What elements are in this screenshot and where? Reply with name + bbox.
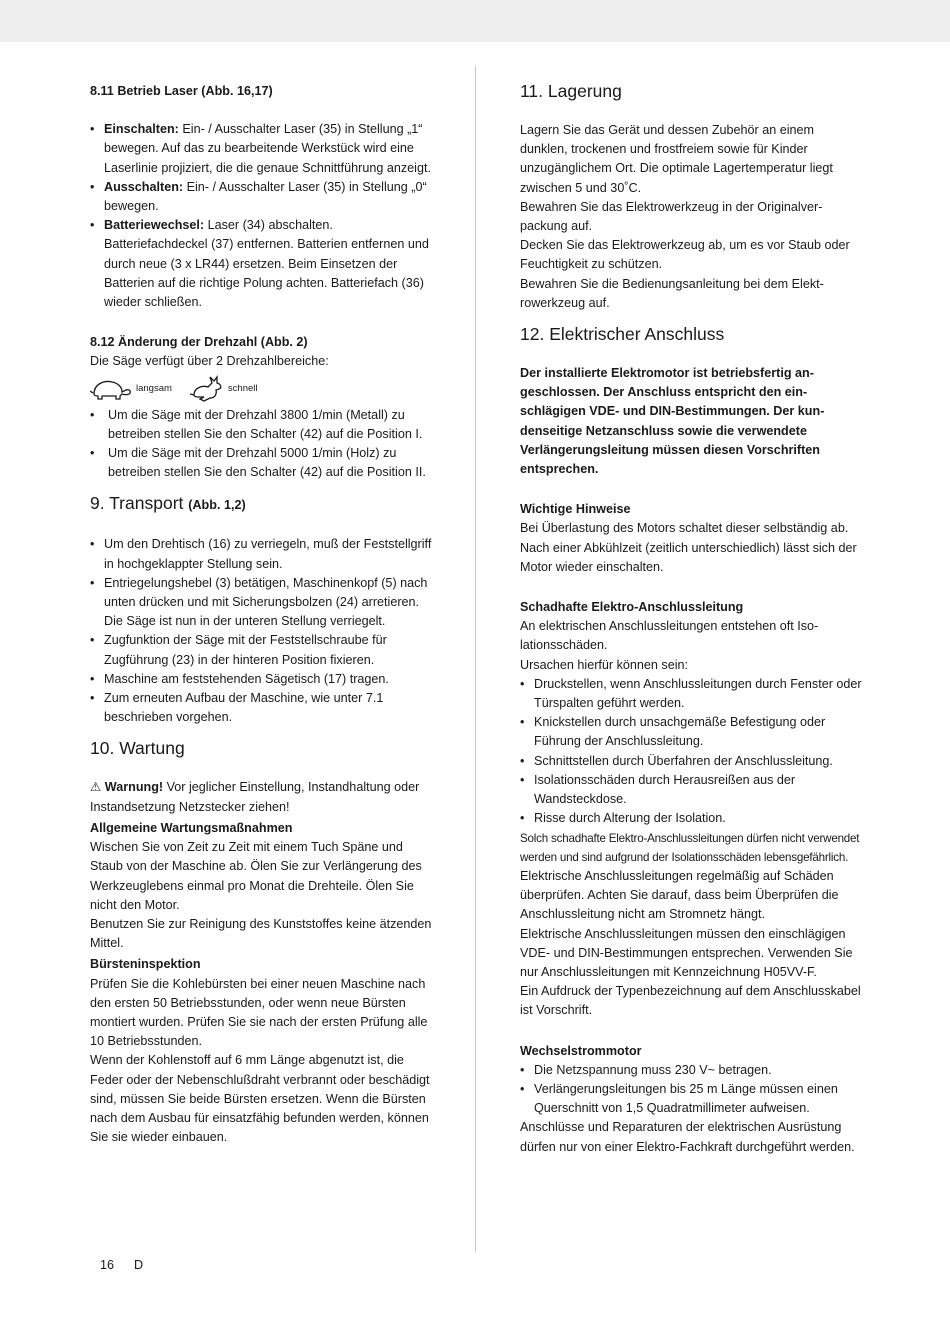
section-9-title: 9. Transport (Abb. 1,2): [90, 493, 246, 514]
column-divider: [475, 66, 476, 1252]
brush-inspection-text: Prüfen Sie die Kohlebürsten bei einer neuen Maschine nach den ersten 50 Betriebsstunden, oder wenn neue Bürsten montiert wurden. Prüfen Sie sie nach der ersten Prüfung alle 10 Betriebsstunden.: [90, 976, 428, 1049]
general-maintenance-text: Wischen Sie von Zeit zu Zeit mit einem Tuch Späne und Staub von der Maschine ab. Ölen Sie zur Verlängerung des Werkzeuglebens einmal pro Monat die Drehteile. Ölen Sie nicht den Motor.: [90, 840, 422, 912]
section-11-title: 11. Lagerung: [520, 81, 622, 101]
list-item: • Zum erneuten Aufbau der Maschine, wie unter 7.1 beschrieben vorgehen.: [90, 689, 432, 727]
ac-motor-text: Anschlüsse und Reparaturen der elektrischen Ausrüstung dürfen nur von einer Elektro-Fachkraft durchgeführt werden.: [520, 1120, 855, 1154]
storage-text-4: Bewahren Sie die Bedienungsanleitung bei dem Elektrowerkzeug auf.: [520, 276, 824, 310]
damaged-cable-text-4: Ein Aufdruck der Typenbezeichnung auf dem Anschlusskabel ist Vorschrift.: [520, 984, 861, 1018]
ac-motor-list: [520, 1061, 862, 1119]
list-item: • Verlängerungsleitungen bis 25 m Länge müssen einen Querschnitt von 1,5 Quadratmillimeter aufweisen.: [520, 1080, 862, 1118]
storage-text-1: Lagern Sie das Gerät und dessen Zubehör an einem dunklen, trockenen und frostfreiem sowie für Kinder unzugänglichem Ort. Die optimale Lagertemperatur liegt zwischen 5 und 30˚C.: [520, 123, 833, 195]
list-item: • Ausschalten: Ein- / Ausschalter Laser (35) in Stellung „0“ bewegen.: [90, 178, 432, 216]
list-item: • Entriegelungshebel (3) betätigen, Maschinenkopf (5) nach unten drücken und mit Sicherungsbolzen (24) arretieren. Die Säge ist nun in der unteren Stellung verriegelt.: [90, 574, 432, 632]
list-item: • Um die Säge mit der Drehzahl 3800 1/min (Metall) zu betreiben stellen Sie den Schalter (42) auf die Position I.: [90, 406, 432, 444]
turtle-icon: [90, 376, 132, 402]
cable-damage-list: [520, 675, 862, 829]
warning-note: ⚠ Warnung! Vor jeglicher Einstellung, Instandhaltung oder Instandsetzung Netzstecker ziehen!: [90, 780, 420, 814]
speed-slow-label: langsam: [136, 383, 172, 395]
list-item: • Schnittstellen durch Überfahren der Anschlussleitung.: [520, 752, 862, 771]
right-column: [520, 80, 862, 1157]
list-item: • Druckstellen, wenn Anschlussleitungen durch Fenster oder Türspalten geführt werden.: [520, 675, 862, 713]
speed-list: [90, 406, 432, 483]
page-footer: [100, 1256, 163, 1275]
damaged-cable-warning: Solch schadhafte Elektro-Anschlussleitungen dürfen nicht verwendet werden und sind aufgrund der Isolationsschäden lebensgefährlich.: [520, 831, 860, 864]
speed-intro: Die Säge verfügt über 2 Drehzahlbereiche:: [90, 354, 329, 369]
list-item: • Die Netzspannung muss 230 V~ betragen.: [520, 1061, 862, 1080]
warning-icon: ⚠: [90, 780, 102, 795]
storage-text-2: Bewahren Sie das Elektrowerkzeug in der Originalverpackung auf.: [520, 199, 823, 234]
damaged-cable-causes: Ursachen hierfür können sein:: [520, 657, 689, 672]
section-10-title: 10. Wartung: [90, 738, 185, 759]
section-8-11-title: 8.11 Betrieb Laser (Abb. 16,17): [90, 84, 273, 98]
important-hints-title: Wichtige Hinweise: [520, 502, 631, 517]
list-item: • Um den Drehtisch (16) zu verriegeln, muß der Feststellgriff in hochgeklappter Stellung sein.: [90, 535, 432, 573]
list-item: • Batteriewechsel: Laser (34) abschalten. Batteriefachdeckel (37) entfernen. Batterien entfernen und durch neue (3 x LR44) ersetzen. Beim Einsetzen der Batterien auf die richtige Polung achten. Batteriefach (36) wieder schließen.: [90, 216, 432, 312]
transport-list: [90, 535, 432, 727]
brush-inspection-text-2: Wenn der Kohlenstoff auf 6 mm Länge abgenutzt ist, die Feder oder der Nebenschlußdraht verbrannt oder beschädigt sind, müssen Sie beide Bürsten ersetzen. Wenn die Bürsten nach dem Ausbau für einsatzfähig befunden werden, können Sie sie wieder einbauen.: [90, 1053, 430, 1145]
speed-symbols: [90, 374, 432, 404]
general-maintenance-text-2: Benutzen Sie zur Reinigung des Kunststoffes keine ätzenden Mittel.: [90, 916, 432, 951]
electrical-intro-bold: Der installierte Elektromotor ist betriebsfertig angeschlossen. Der Anschluss entspricht den einschlägigen VDE- und DIN-Bestimmungen. Der kundenseitige Netzanschluss sowie die verwendete Verlängerungsleitung müssen diesen Vorschriften entsprechen.: [520, 366, 825, 477]
list-item: • Risse durch Alterung der Isolation.: [520, 809, 862, 828]
damaged-cable-text: An elektrischen Anschlussleitungen entstehen oft Isolationsschäden.: [520, 619, 819, 653]
damaged-cable-text-2: Elektrische Anschlussleitungen regelmäßig auf Schäden überprüfen. Achten Sie darauf, dass beim Überprüfen die Anschlussleitung nicht am Stromnetz hängt.: [520, 868, 839, 922]
section-8-12-title: 8.12 Änderung der Drehzahl (Abb. 2): [90, 335, 308, 350]
list-item: • Isolationsschäden durch Herausreißen aus der Wandsteckdose.: [520, 771, 862, 809]
list-item: • Knickstellen durch unsachgemäße Befestigung oder Führung der Anschlussleitung.: [520, 713, 862, 751]
important-hints-text: Bei Überlastung des Motors schaltet dieser selbständig ab. Nach einer Abkühlzeit (zeitlich unterschiedlich) lässt sich der Motor wieder einschalten.: [520, 521, 857, 574]
list-item: • Um die Säge mit der Drehzahl 5000 1/min (Holz) zu betreiben stellen Sie den Schalter (42) auf die Position II.: [90, 444, 432, 482]
rabbit-icon: [190, 375, 224, 403]
damaged-cable-text-3: Elektrische Anschlussleitungen müssen den einschlägigen VDE- und DIN-Bestimmungen entsprechen. Verwenden Sie nur Anschlussleitungen mit Kennzeichnung H05VV-F.: [520, 926, 853, 979]
section-12-title: 12. Elektrischer Anschluss: [520, 324, 725, 345]
list-item: • Zugfunktion der Säge mit der Feststellschraube für Zugführung (23) in der hinteren Position fixieren.: [90, 631, 432, 669]
speed-fast-label: schnell: [227, 383, 258, 395]
damaged-cable-title: Schadhafte Elektro-Anschlussleitung: [520, 600, 744, 615]
ac-motor-title: Wechselstrommotor: [520, 1043, 642, 1058]
brush-inspection-title: Bürsteninspektion: [90, 957, 201, 972]
top-band: [0, 0, 950, 42]
language-code: D: [134, 1258, 144, 1272]
storage-text-3: Decken Sie das Elektrowerkzeug ab, um es vor Staub oder Feuchtigkeit zu schützen.: [520, 238, 850, 272]
general-maintenance-title: Allgemeine Wartungsmaßnahmen: [90, 820, 293, 835]
page-number: 16: [100, 1258, 115, 1272]
left-column: [90, 80, 432, 1147]
list-item: • Maschine am feststehenden Sägetisch (17) tragen.: [90, 670, 432, 689]
list-item: • Einschalten: Ein- / Ausschalter Laser (35) in Stellung „1“ bewegen. Auf das zu bearbeitende Werkstück wird eine Laserlinie projiziert, die die genaue Schnittführung anzeigt.: [90, 120, 432, 178]
laser-operation-list: [90, 120, 432, 312]
